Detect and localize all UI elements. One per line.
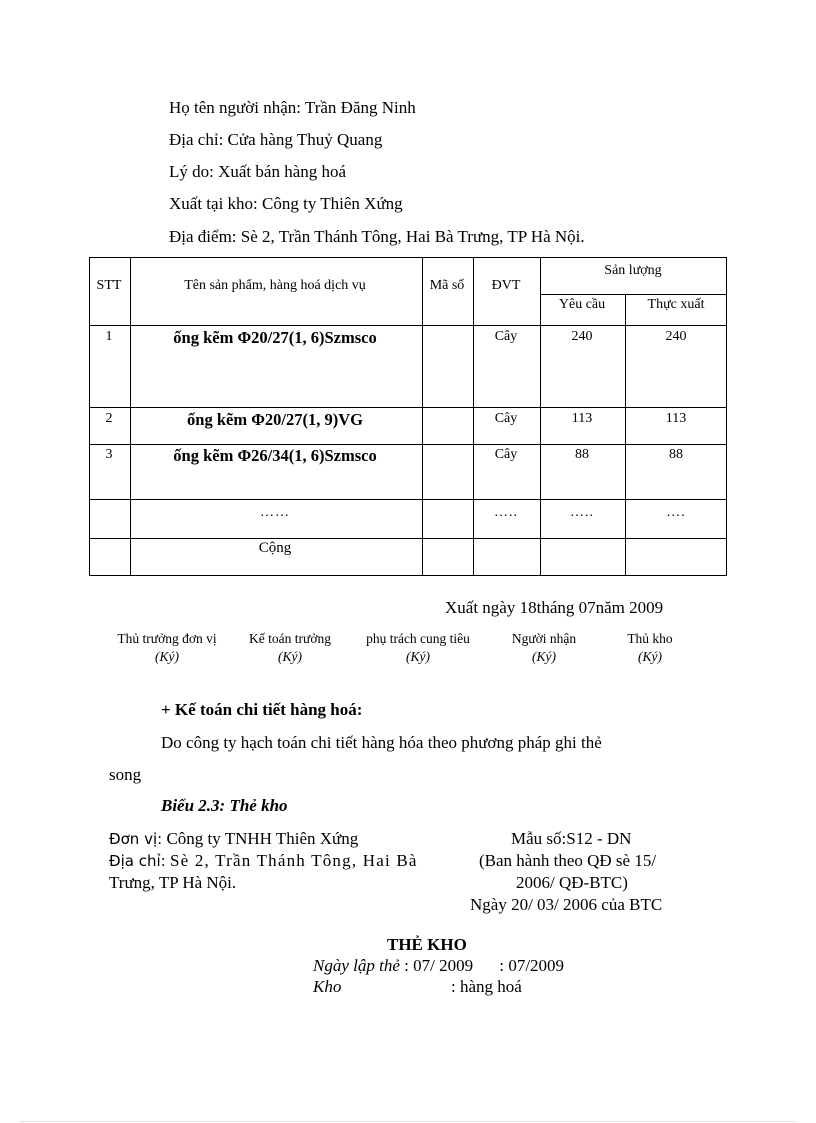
page-bottom-border bbox=[20, 1121, 796, 1122]
address-line: Địa chỉ: Cửa hàng Thuỷ Quang bbox=[169, 130, 383, 149]
row1-name: ống kẽm Φ20/27(1, 6)Szmsco bbox=[173, 328, 377, 347]
goods-table bbox=[89, 257, 727, 576]
card-title: THẺ KHO bbox=[387, 935, 467, 954]
row1-req: 240 bbox=[571, 329, 593, 344]
total-label: Cộng bbox=[258, 540, 292, 556]
dots-req: ….. bbox=[570, 505, 594, 520]
row2-name: ống kẽm Φ20/27(1, 9)VG bbox=[187, 410, 363, 429]
table-grid bbox=[89, 257, 727, 576]
row3-unit: Cây bbox=[494, 447, 518, 462]
row2-actual: 113 bbox=[665, 411, 687, 426]
row2-unit: Cây bbox=[494, 411, 518, 426]
card-date-line bbox=[313, 956, 564, 976]
row1-stt: 1 bbox=[105, 329, 113, 344]
card-date-label: Ngày lập thẻ bbox=[313, 956, 400, 975]
addr-value-2: Trưng, TP Hà Nội. bbox=[109, 873, 237, 892]
section-heading: + Kế toán chi tiết hàng hoá: bbox=[161, 700, 363, 719]
row3-req: 88 bbox=[575, 447, 589, 462]
signature-sign: (Ký) bbox=[638, 649, 662, 664]
unit-value: Công ty TNHH Thiên Xứng bbox=[166, 829, 359, 848]
signature-title: phụ trách cung tiêu bbox=[366, 631, 470, 646]
row3-stt: 3 bbox=[105, 447, 113, 462]
row1-actual: 240 bbox=[665, 329, 687, 344]
signature-title: Thủ kho bbox=[627, 631, 673, 646]
addr-value-1: Sè 2, Trần Thánh Tông, Hai Bà bbox=[169, 851, 418, 870]
figure-title: Biểu 2.3: Thẻ kho bbox=[161, 796, 288, 815]
dots-name: …… bbox=[260, 505, 290, 520]
section-paragraph-line2: song bbox=[109, 765, 142, 784]
recipient-line: Họ tên người nhận: Trần Đăng Ninh bbox=[169, 98, 416, 117]
card-date-value: : 07/ 2009 bbox=[404, 956, 474, 975]
col-stt-header: STT bbox=[96, 278, 122, 293]
dots-unit: ….. bbox=[494, 505, 518, 520]
addr-line bbox=[109, 851, 418, 871]
signature-title: Thủ trưởng đơn vị bbox=[117, 631, 217, 646]
row2-req: 113 bbox=[571, 411, 593, 426]
reason-line: Lý do: Xuất bán hàng hoá bbox=[169, 162, 347, 181]
signature-sign: (Ký) bbox=[278, 649, 302, 664]
signature-chief-accountant bbox=[249, 631, 331, 665]
form-number: Mẫu số:S12 - DN bbox=[511, 829, 632, 848]
dots-actual: …. bbox=[666, 505, 686, 520]
unit-line bbox=[109, 829, 358, 849]
col-name-header: Tên sản phẩm, hàng hoá dịch vụ bbox=[184, 278, 366, 293]
signature-sign: (Ký) bbox=[406, 649, 430, 664]
signature-sign: (Ký) bbox=[155, 649, 179, 664]
issue-date: Xuất ngày 18tháng 07năm 2009 bbox=[445, 598, 664, 617]
row3-actual: 88 bbox=[669, 447, 683, 462]
section-paragraph-line1: Do công ty hạch toán chi tiết hàng hóa theo phương pháp ghi thẻ bbox=[161, 733, 602, 752]
signature-sign: (Ký) bbox=[531, 649, 556, 664]
col-code-header: Mã số bbox=[429, 278, 465, 293]
location-line: Địa điểm: Sè 2, Trần Thánh Tông, Hai Bà Trưng, TP Hà Nội. bbox=[169, 227, 585, 246]
row2-stt: 2 bbox=[105, 411, 113, 426]
col-req-header: Yêu cầu bbox=[558, 297, 606, 312]
col-actual-header: Thực xuất bbox=[647, 297, 705, 312]
signature-recipient bbox=[512, 631, 576, 665]
col-unit-header: ĐVT bbox=[491, 278, 521, 293]
row3-name: ống kẽm Φ26/34(1, 6)Szmsco bbox=[173, 446, 377, 465]
signature-supply bbox=[366, 631, 470, 665]
row1-unit: Cây bbox=[494, 329, 518, 344]
addr-label: Địa chỉ: bbox=[109, 852, 166, 870]
card-date-value-2: : 07/2009 bbox=[499, 956, 565, 975]
signature-storekeeper bbox=[627, 631, 672, 665]
signature-head bbox=[117, 631, 216, 665]
signature-title: Kế toán trưởng bbox=[249, 631, 331, 646]
warehouse-line: Xuất tại kho: Công ty Thiên Xứng bbox=[169, 194, 403, 213]
card-store-label: Kho bbox=[313, 977, 342, 996]
issued-line-3: Ngày 20/ 03/ 2006 của BTC bbox=[470, 895, 663, 914]
issued-line-1: (Ban hành theo QĐ sè 15/ bbox=[479, 851, 657, 870]
col-qty-header: Sản lượng bbox=[604, 263, 662, 278]
card-store-value: : hàng hoá bbox=[451, 977, 522, 996]
issued-line-2: 2006/ QĐ-BTC) bbox=[516, 873, 628, 892]
signature-title: Người nhận bbox=[511, 631, 577, 646]
unit-label: Đơn vị: bbox=[109, 830, 163, 848]
